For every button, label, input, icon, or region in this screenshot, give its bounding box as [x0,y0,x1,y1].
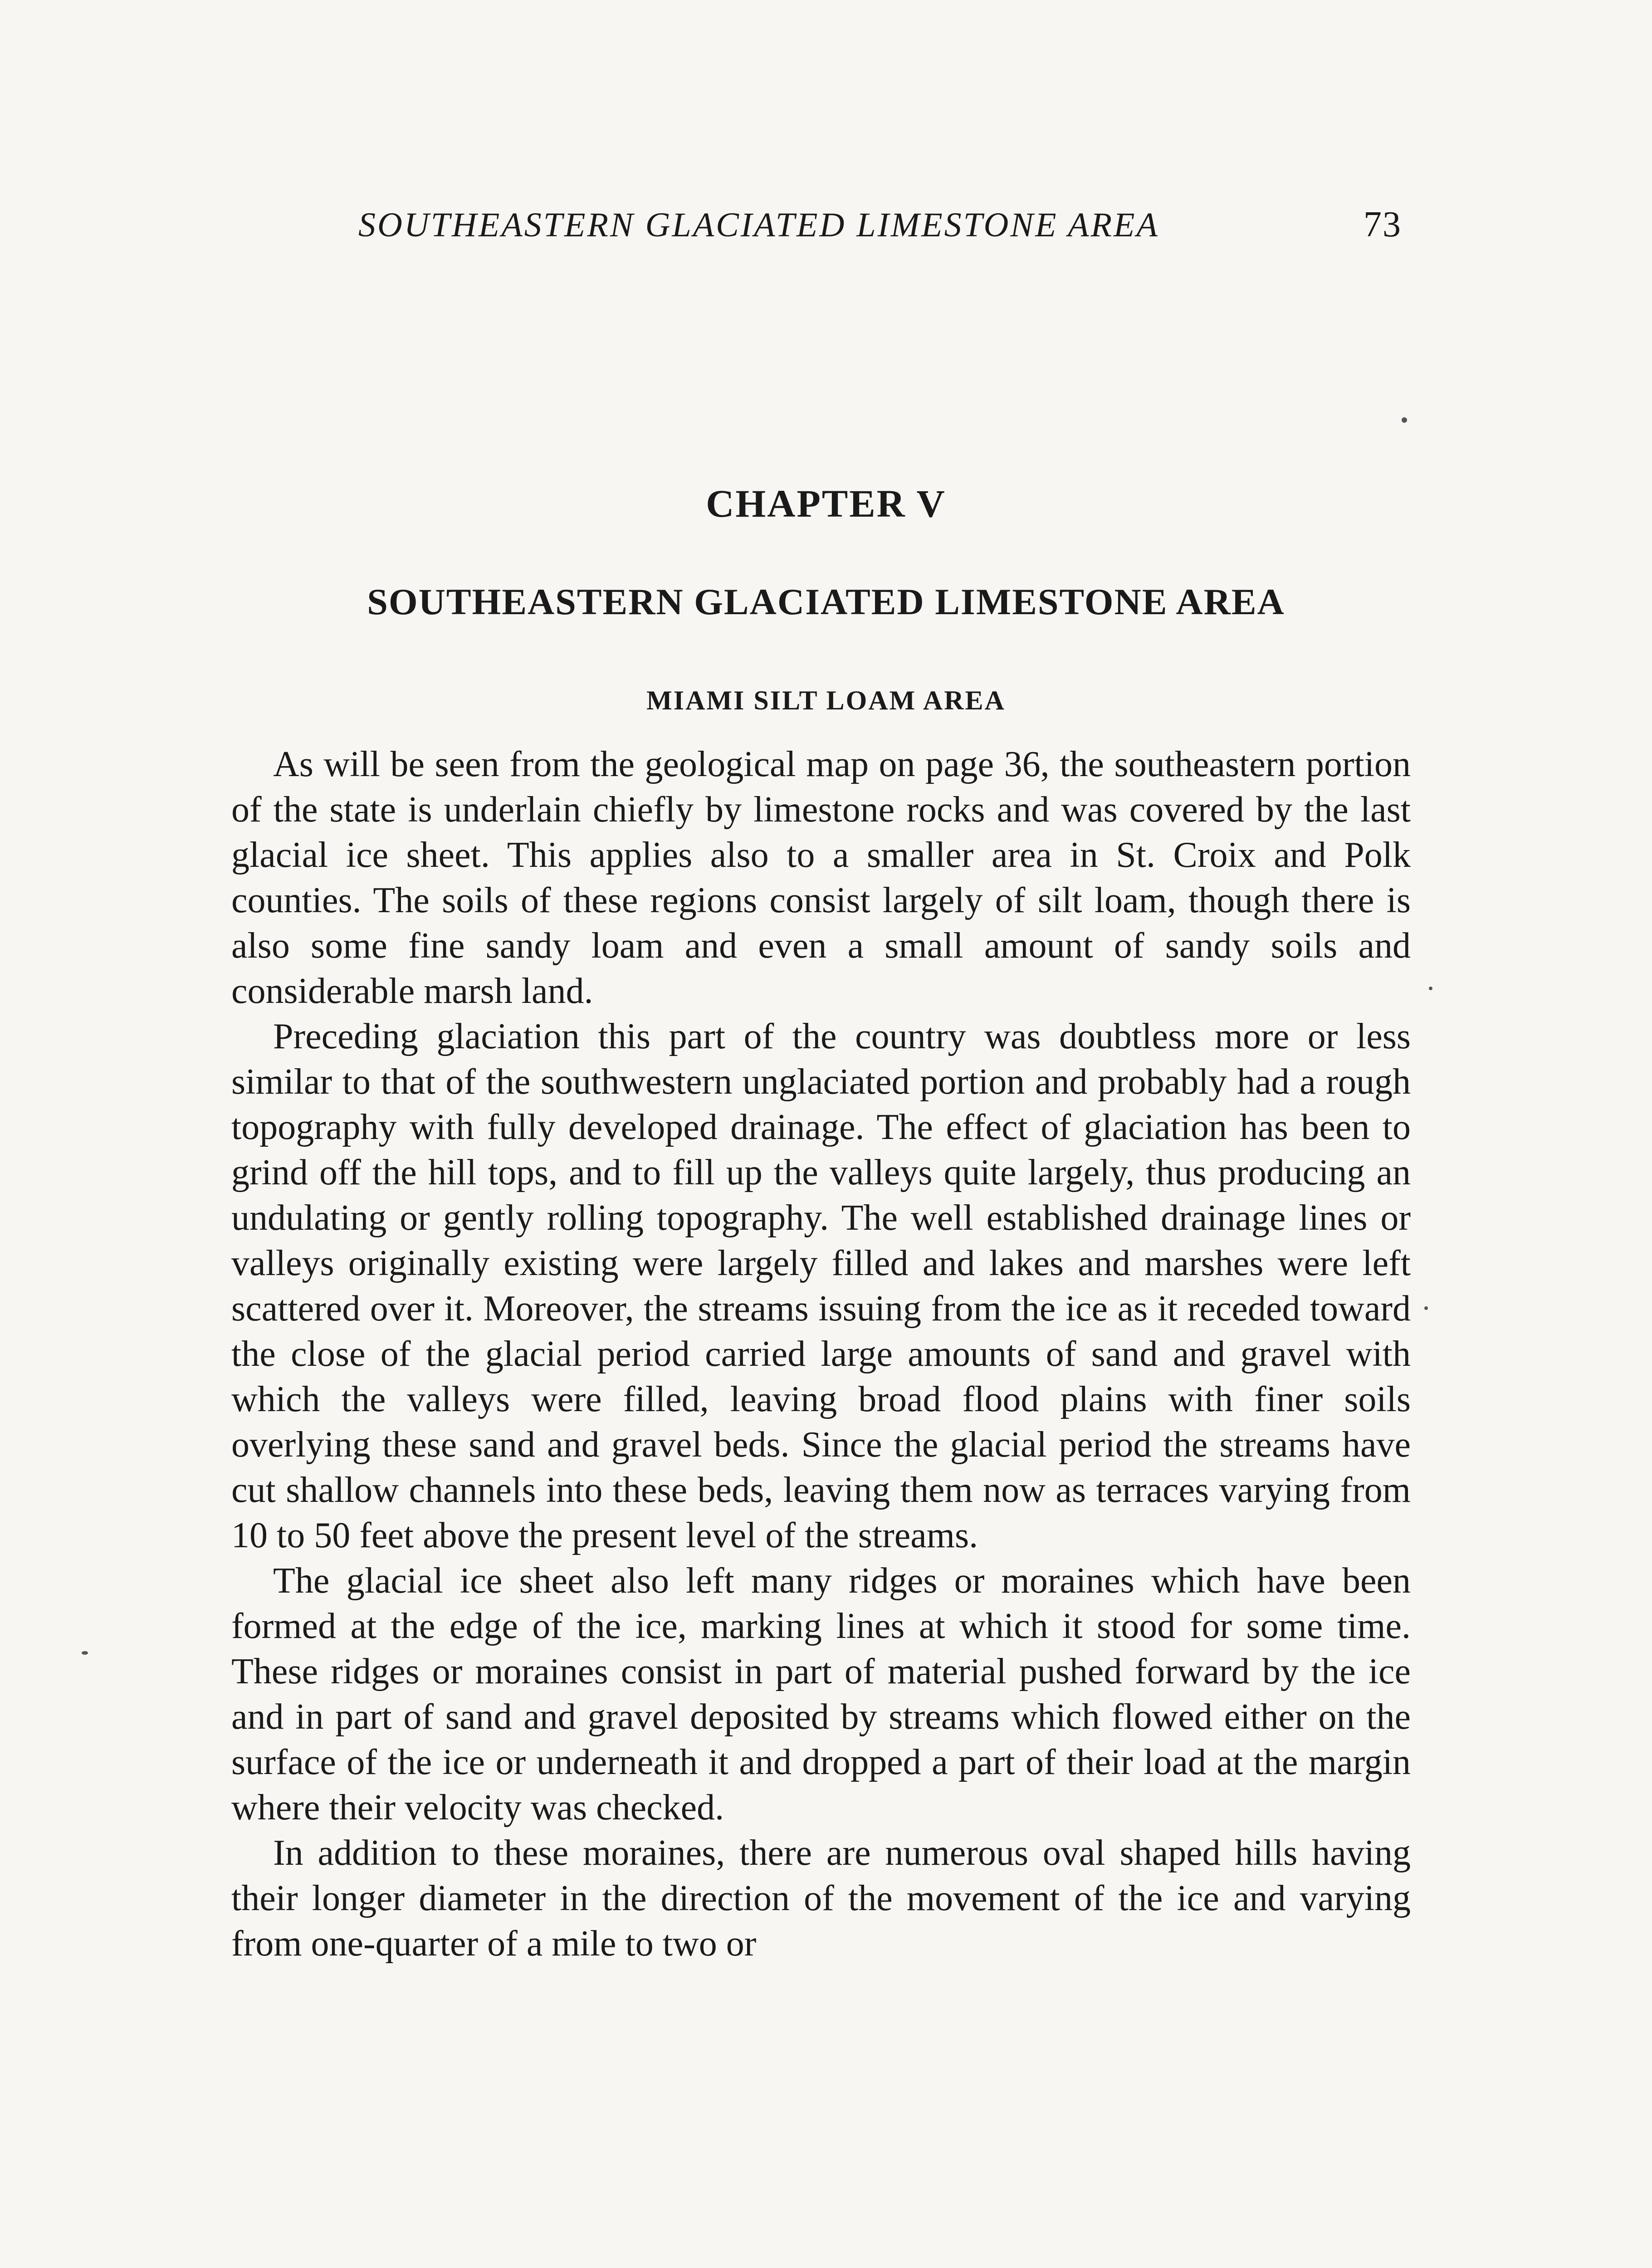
chapter-title: SOUTHEASTERN GLACIATED LIMESTONE AREA [367,581,1285,622]
scan-speck [82,1651,88,1655]
body-text [231,742,1411,1966]
paragraph: The glacial ice sheet also left many ridges or moraines which have been formed at the edge of the ice, marking lines at which it stood for some time. These ridges or moraines consist in part of material pushed forward by the ice and in part of sand and gravel deposited by streams which flowed either on the surface of the ice or underneath it and dropped a part of their load at the margin where their velocity was checked. [231,1561,1411,1828]
running-title: SOUTHEASTERN GLACIATED LIMESTONE AREA [358,206,1159,244]
scan-speck [1424,1306,1428,1310]
scan-speck [1402,417,1407,423]
scan-speck [1429,987,1432,990]
chapter-number: CHAPTER V [706,482,946,525]
paragraph: As will be seen from the geological map on page 36, the southeastern portion of the state is underlain chiefly by limestone rocks and was covered by the last glacial ice sheet. This applies also to a smaller area in St. Croix and Polk counties. The soils of these regions consist largely of silt loam, though there is also some fine sandy loam and even a small amount of sandy soils and considerable marsh land. [231,744,1411,1011]
paragraph: Preceding glaciation this part of the country was doubtless more or less similar to that of the southwestern unglaciated portion and probably had a rough topography with fully developed drainage. The effect of glaciation has been to grind off the hill tops, and to fill up the valleys quite largely, thus producing an undulating or gently rolling topography. The well established drainage lines or valleys originally existing were largely filled and lakes and marshes were left scattered over it. Moreover, the streams issuing from the ice as it receded toward the close of the glacial period carried large amounts of sand and gravel with which the valleys were filled, leaving broad flood plains with finer soils overlying these sand and gravel beds. Since the glacial period the streams have cut shallow channels into these beds, leaving them now as terraces varying from 10 to 50 feet above the present level of the streams. [231,1017,1411,1555]
running-head [358,204,1402,259]
paragraph: In addition to these moraines, there are numerous oval shaped hills having their longer diameter in the direction of the movement of the ice and varying from one-quarter of a mile to two or [231,1833,1411,1964]
page-number: 73 [1364,205,1402,244]
section-title: MIAMI SILT LOAM AREA [646,685,1006,715]
